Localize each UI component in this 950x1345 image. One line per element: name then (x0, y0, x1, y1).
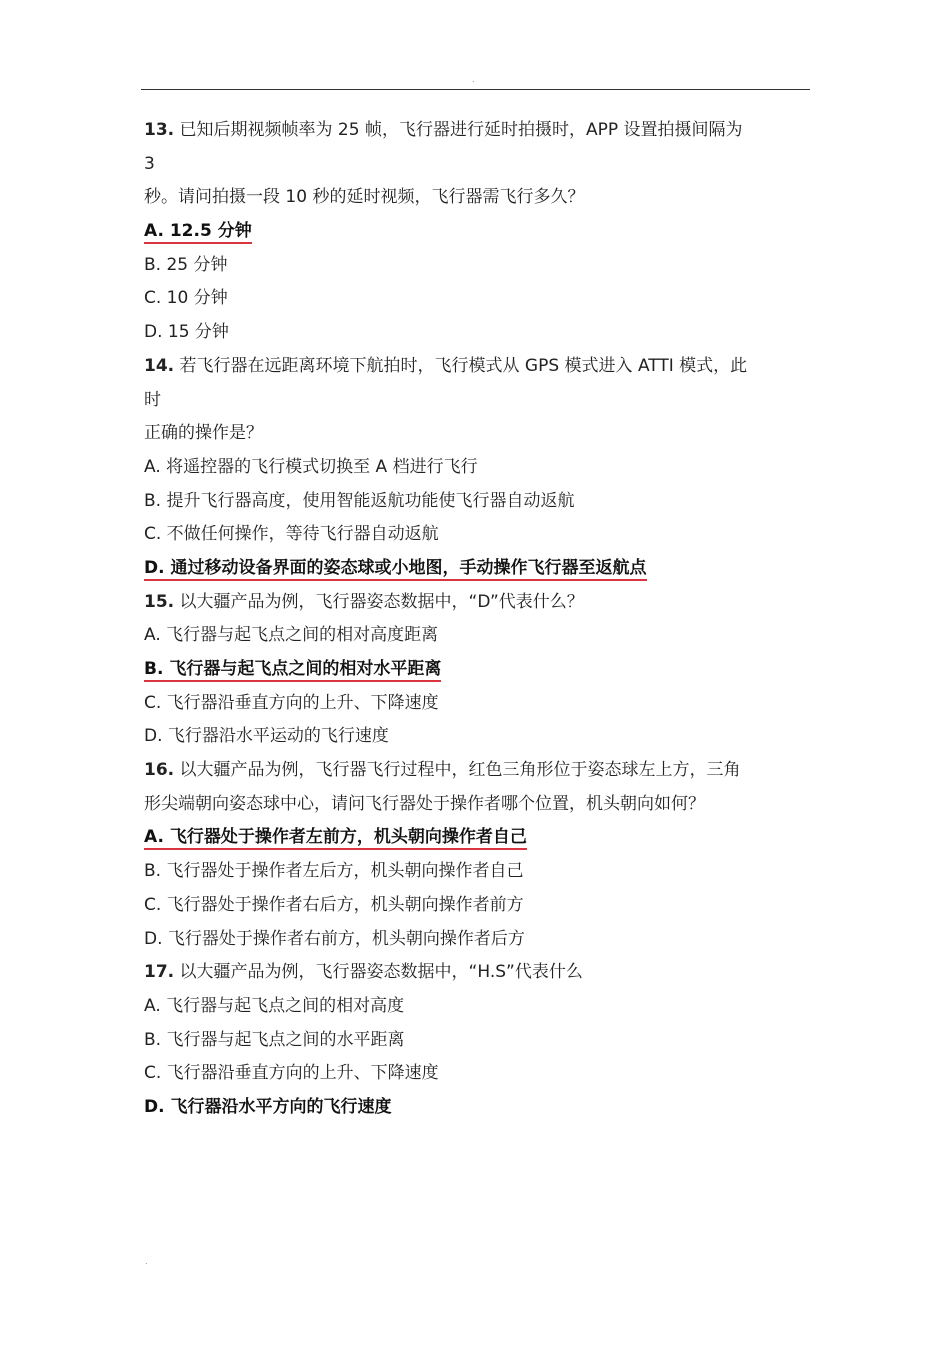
question-17-option-b: B. 飞行器与起飞点之间的水平距离 (144, 1029, 405, 1050)
question-13-option-a-correct (144, 215, 812, 249)
question-14-option-b: B. 提升飞行器高度，使用智能返航功能使飞行器自动返航 (144, 490, 575, 511)
question-17-option-c: C. 飞行器沿垂直方向的上升、下降速度 (144, 1063, 439, 1084)
question-14-option-a: A. 将遥控器的飞行模式切换至 A 档进行飞行 (144, 456, 478, 477)
question-14-stem-cont-2: 正确的操作是？ (144, 423, 263, 444)
question-17-text: 以大疆产品为例，飞行器姿态数据中，“H.S”代表什么 (179, 962, 583, 983)
question-15-option-c: C. 飞行器沿垂直方向的上升、下降速度 (144, 692, 439, 713)
answer-highlight: D. 通过移动设备界面的姿态球或小地图，手动操作飞行器至返航点 (144, 557, 647, 581)
question-16-stem (144, 754, 812, 788)
question-14-option-d-correct (144, 552, 812, 586)
question-13-option-d: D. 15 分钟 (144, 322, 229, 343)
question-15-option-d: D. 飞行器沿水平运动的飞行速度 (144, 726, 389, 747)
question-16-option-c: C. 飞行器处于操作者右后方，机头朝向操作者前方 (144, 894, 524, 915)
answer-highlight: A. 飞行器处于操作者左前方，机头朝向操作者自己 (144, 826, 527, 850)
question-15-number: 15. (144, 591, 175, 612)
question-13-stem (144, 114, 812, 148)
question-16-option-d: D. 飞行器处于操作者右前方，机头朝向操作者后方 (144, 928, 525, 949)
header-rule (141, 89, 810, 90)
question-14-number: 14. (144, 355, 175, 376)
question-13-option-c: C. 10 分钟 (144, 288, 228, 309)
question-15-option-b-correct (144, 653, 812, 687)
question-13-stem-cont-1: 3 (144, 153, 155, 174)
question-17-number: 17. (144, 962, 175, 983)
question-13-stem-cont-2: 秒。请问拍摄一段 10 秒的延时视频，飞行器需飞行多久？ (144, 187, 585, 208)
footer-mark: . (145, 1257, 148, 1266)
question-list (144, 114, 812, 1125)
question-17-option-d-correct: D. 飞行器沿水平方向的飞行速度 (144, 1096, 392, 1117)
answer-highlight: B. 飞行器与起飞点之间的相对水平距离 (144, 658, 441, 682)
question-14-stem (144, 350, 812, 384)
question-14-stem-cont-1: 时 (144, 389, 161, 410)
header-mark: . (472, 75, 475, 84)
question-14-text: 若飞行器在远距离环境下航拍时，飞行模式从 GPS 模式进入 ATTI 模式，此 (179, 355, 748, 376)
question-16-number: 16. (144, 760, 175, 781)
question-13-option-b: B. 25 分钟 (144, 254, 228, 275)
question-16-option-b: B. 飞行器处于操作者左后方，机头朝向操作者自己 (144, 861, 524, 882)
question-13-text: 已知后期视频帧率为 25 帧，飞行器进行延时拍摄时，APP 设置拍摄间隔为 (179, 120, 743, 140)
question-14-option-c: C. 不做任何操作，等待飞行器自动返航 (144, 524, 439, 545)
question-15-text: 以大疆产品为例，飞行器姿态数据中，“D”代表什么？ (179, 591, 584, 612)
answer-highlight: A. 12.5 分钟 (144, 220, 252, 244)
question-16-option-a-correct (144, 821, 812, 855)
question-16-stem-cont: 形尖端朝向姿态球中心，请问飞行器处于操作者哪个位置，机头朝向如何？ (144, 793, 705, 814)
question-16-text: 以大疆产品为例，飞行器飞行过程中，红色三角形位于姿态球左上方，三角 (179, 760, 741, 781)
question-15-option-a: A. 飞行器与起飞点之间的相对高度距离 (144, 625, 439, 646)
question-17-stem (144, 956, 812, 990)
question-15-stem (144, 586, 812, 620)
question-17-option-a: A. 飞行器与起飞点之间的相对高度 (144, 995, 405, 1016)
question-13-number: 13. (144, 120, 175, 140)
